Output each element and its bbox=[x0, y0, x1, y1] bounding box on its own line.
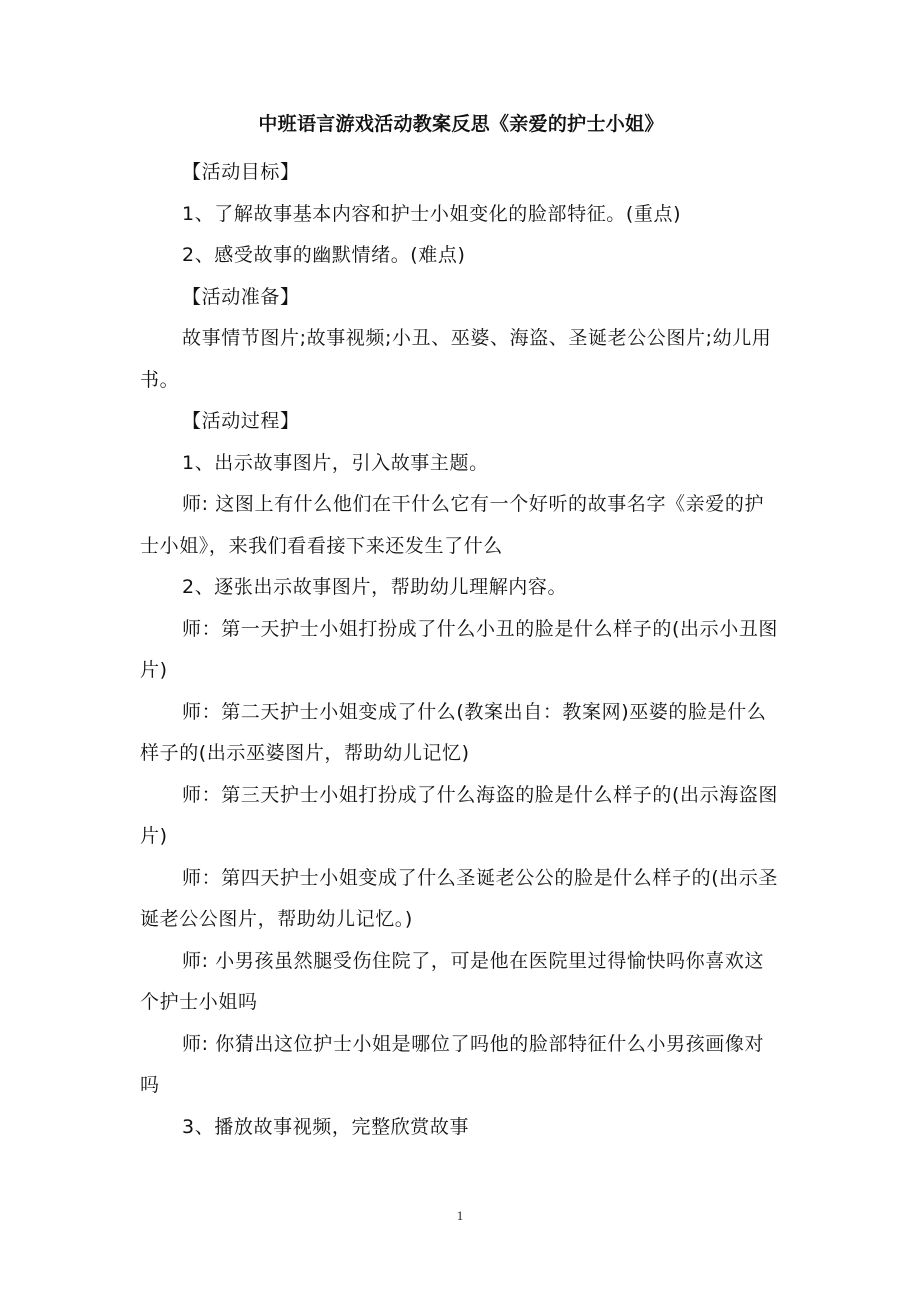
teacher-line-4: 师：第三天护士小姐打扮成了什么海盗的脸是什么样子的(出示海盗图片) bbox=[140, 783, 779, 847]
preparation-text: 故事情节图片;故事视频;小丑、巫婆、海盗、圣诞老公公图片;幼儿用书。 bbox=[140, 327, 772, 391]
goal-item-2: 2、感受故事的幽默情绪。(难点) bbox=[182, 244, 466, 266]
teacher-line-2: 师：第一天护士小姐打扮成了什么小丑的脸是什么样子的(出示小丑图片) bbox=[140, 617, 779, 681]
teacher-line-6: 师: 小男孩虽然腿受伤住院了，可是他在医院里过得愉快吗你喜欢这个护士小姐吗 bbox=[140, 949, 765, 1013]
teacher-line-3: 师：第二天护士小姐变成了什么(教案出自：教案网)巫婆的脸是什么样子的(出示巫婆图片，帮助幼儿记忆) bbox=[140, 700, 767, 764]
section-heading-goals: 【活动目标】 bbox=[182, 161, 300, 183]
teacher-line-7: 师: 你猜出这位护士小姐是哪位了吗他的脸部特征什么小男孩画像对吗 bbox=[140, 1032, 765, 1096]
process-step-2: 2、逐张出示故事图片，帮助幼儿理解内容。 bbox=[182, 576, 568, 598]
goal-item-1: 1、了解故事基本内容和护士小姐变化的脸部特征。(重点) bbox=[182, 202, 682, 225]
page-number: 1 bbox=[456, 1208, 464, 1223]
process-step-1: 1、出示故事图片，引入故事主题。 bbox=[182, 451, 489, 474]
section-heading-process: 【活动过程】 bbox=[182, 410, 300, 432]
document-body bbox=[140, 110, 782, 1148]
document-title: 中班语言游戏活动教案反思《亲爱的护士小姐》 bbox=[258, 113, 664, 135]
process-step-3: 3、播放故事视频，完整欣赏故事 bbox=[182, 1115, 470, 1138]
section-heading-preparation: 【活动准备】 bbox=[182, 285, 300, 308]
teacher-line-5: 师：第四天护士小姐变成了什么圣诞老公公的脸是什么样子的(出示圣诞老公公图片，帮助幼儿记忆。) bbox=[140, 866, 779, 930]
teacher-line-1: 师: 这图上有什么他们在干什么它有一个好听的故事名字《亲爱的护士小姐》，来我们看看接下来还发生了什么 bbox=[140, 493, 765, 557]
